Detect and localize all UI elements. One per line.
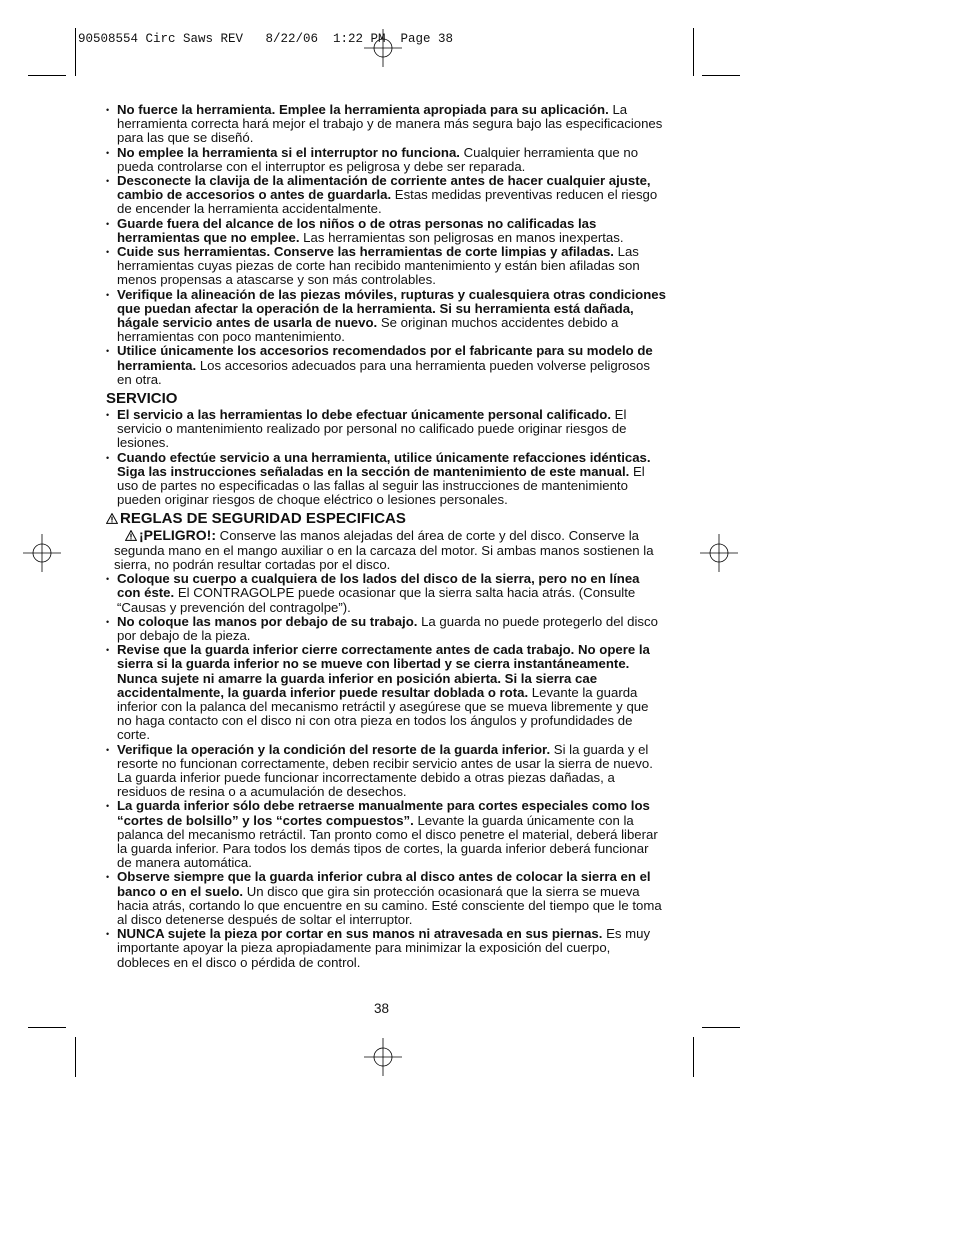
warning-triangle-icon	[106, 513, 118, 524]
list-item: • El servicio a las herramientas lo debe efectuar únicamente personal calificado. El servicio o mantenimiento realizado por personal no calificado puede originar riesgos de lesiones.	[106, 408, 666, 451]
list-item: • Desconecte la clavija de la alimentación de corriente antes de hacer cualquier ajuste, cambio de accesorios o antes de guardarla. Estas medidas preventivas reducen el riesgo de encender la herramienta accidentalmente.	[106, 174, 666, 217]
crop-mark	[693, 28, 694, 76]
list-item: • NUNCA sujete la pieza por cortar en sus manos ni atravesada en sus piernas. Es muy importante apoyar la pieza apropiadamente para minimizar la exposición del cuerpo, dobleces en el disco o pérdida de control.	[106, 927, 666, 970]
registration-mark-icon	[364, 1038, 402, 1076]
list-item: • Utilice únicamente los accesorios recomendados por el fabricante para su modelo de herramienta. Los accesorios adecuados para una herramienta pueden volverse peligrosos en otra.	[106, 344, 666, 387]
warning-triangle-icon	[125, 530, 137, 541]
list-item: • Observe siempre que la guarda inferior cubra al disco antes de colocar la sierra en el banco o en el suelo. Un disco que gira sin protección ocasionará que la sierra se mueva hacia atrás, cortando lo que encuentre en su camino. Esté consciente del tiempo que le toma al disco detenerse después de soltar el interruptor.	[106, 870, 666, 927]
print-slug: 90508554 Circ Saws REV 8/22/06 1:22 PM Page 38	[78, 32, 454, 46]
page-number: 38	[374, 1001, 390, 1016]
safety-list-servicio	[106, 408, 666, 507]
list-item: • Cuando efectúe servicio a una herramienta, utilice únicamente refacciones idénticas. Siga las instrucciones señaladas en la sección de mantenimiento de este manual. El uso de partes no especificadas o las fallas al seguir las instrucciones de mantenimiento pueden originar riesgos de choque eléctrico o lesiones personales.	[106, 451, 666, 508]
crop-mark	[75, 28, 76, 76]
registration-mark-icon	[364, 29, 402, 67]
section-heading-reglas	[106, 511, 666, 527]
list-item: • Verifique la operación y la condición del resorte de la guarda inferior. Si la guarda y el resorte no funcionan correctamente, deben recibir servicio antes de usar la sierra de nuevo. La guarda inferior puede funcionar incorrectamente debido a otras piezas dañadas, a residuos de resina o a acumulación de desechos.	[106, 743, 666, 800]
crop-mark	[75, 1037, 76, 1077]
peligro-text: Conserve las manos alejadas del área de corte y del disco. Conserve la segunda mano en el mango auxiliar o en la carcaza del motor. Si ambas manos sostienen la sierra, no podrán resultar cortadas por el disco.	[114, 528, 654, 572]
section-heading-servicio: SERVICIO	[106, 390, 178, 408]
crop-mark	[28, 1027, 66, 1028]
list-item: • No coloque las manos por debajo de su trabajo. La guarda no puede protegerlo del disco por debajo de la pieza.	[106, 615, 666, 643]
list-item: • Guarde fuera del alcance de los niños o de otras personas no calificadas las herramientas que no emplee. Las herramientas son peligrosas en manos inexpertas.	[106, 217, 666, 245]
crop-mark	[702, 1027, 740, 1028]
list-item: • Cuide sus herramientas. Conserve las herramientas de corte limpias y afiladas. Las herramientas cuyas piezas de corte han recibido mantenimiento y están bien afiladas son menos propensas a atascarse y son más controlables.	[106, 245, 666, 288]
peligro-paragraph	[106, 528, 666, 572]
crop-mark	[28, 75, 66, 76]
list-item: • No fuerce la herramienta. Emplee la herramienta apropiada para su aplicación. La herramienta correcta hará mejor el trabajo y de manera más segura bajo las especificaciones para las que se diseñó.	[106, 103, 666, 146]
crop-mark	[693, 1037, 694, 1077]
safety-list-specific	[106, 572, 666, 970]
list-item: • Coloque su cuerpo a cualquiera de los lados del disco de la sierra, pero no en línea con éste. El CONTRAGOLPE puede ocasionar que la sierra salta hacia atrás. (Consulte “Causas y prevención del contragolpe”).	[106, 572, 666, 615]
reglas-heading-text: REGLAS DE SEGURIDAD ESPECIFICAS	[120, 510, 406, 528]
safety-list-general	[106, 103, 666, 387]
crop-mark	[702, 75, 740, 76]
registration-mark-icon	[23, 534, 61, 572]
list-item: • Verifique la alineación de las piezas móviles, rupturas y cualesquiera otras condiciones que puedan afectar la operación de la herramienta. Si su herramienta está dañada, hágale servicio antes de usarla de nuevo. Se originan muchos accidentes debido a herramientas con poco mantenimiento.	[106, 288, 666, 345]
list-item: • La guarda inferior sólo debe retraerse manualmente para cortes especiales como los “cortes de bolsillo” y los “cortes compuestos”. Levante la guarda únicamente con la palanca del mecanismo retráctil. Tan pronto como el disco penetre el material, deberá liberar la guarda inferior. Para todos los demás tipos de cortes, la guarda inferior deberá funcionar de manera automática.	[106, 799, 666, 870]
list-item: • No emplee la herramienta si el interruptor no funciona. Cualquier herramienta que no pueda controlarse con el interruptor es peligrosa y debe ser reparada.	[106, 146, 666, 174]
page-content	[106, 103, 666, 970]
registration-mark-icon	[700, 534, 738, 572]
peligro-label: ¡PELIGRO!:	[139, 527, 216, 544]
list-item: • Revise que la guarda inferior cierre correctamente antes de cada trabajo. No opere la sierra si la guarda inferior no se mueve con libertad y se cierra instantáneamente. Nunca sujete ni amarre la guarda inferior en posición abierta. Si la sierra cae accidentalmente, la guarda inferior puede resultar doblada o rota. Levante la guarda inferior con la palanca del mecanismo retráctil y asegúrese que se mueva libremente y que no haga contacto con el disco ni con otra pieza en todos los ángulos y profundidades de corte.	[106, 643, 666, 742]
